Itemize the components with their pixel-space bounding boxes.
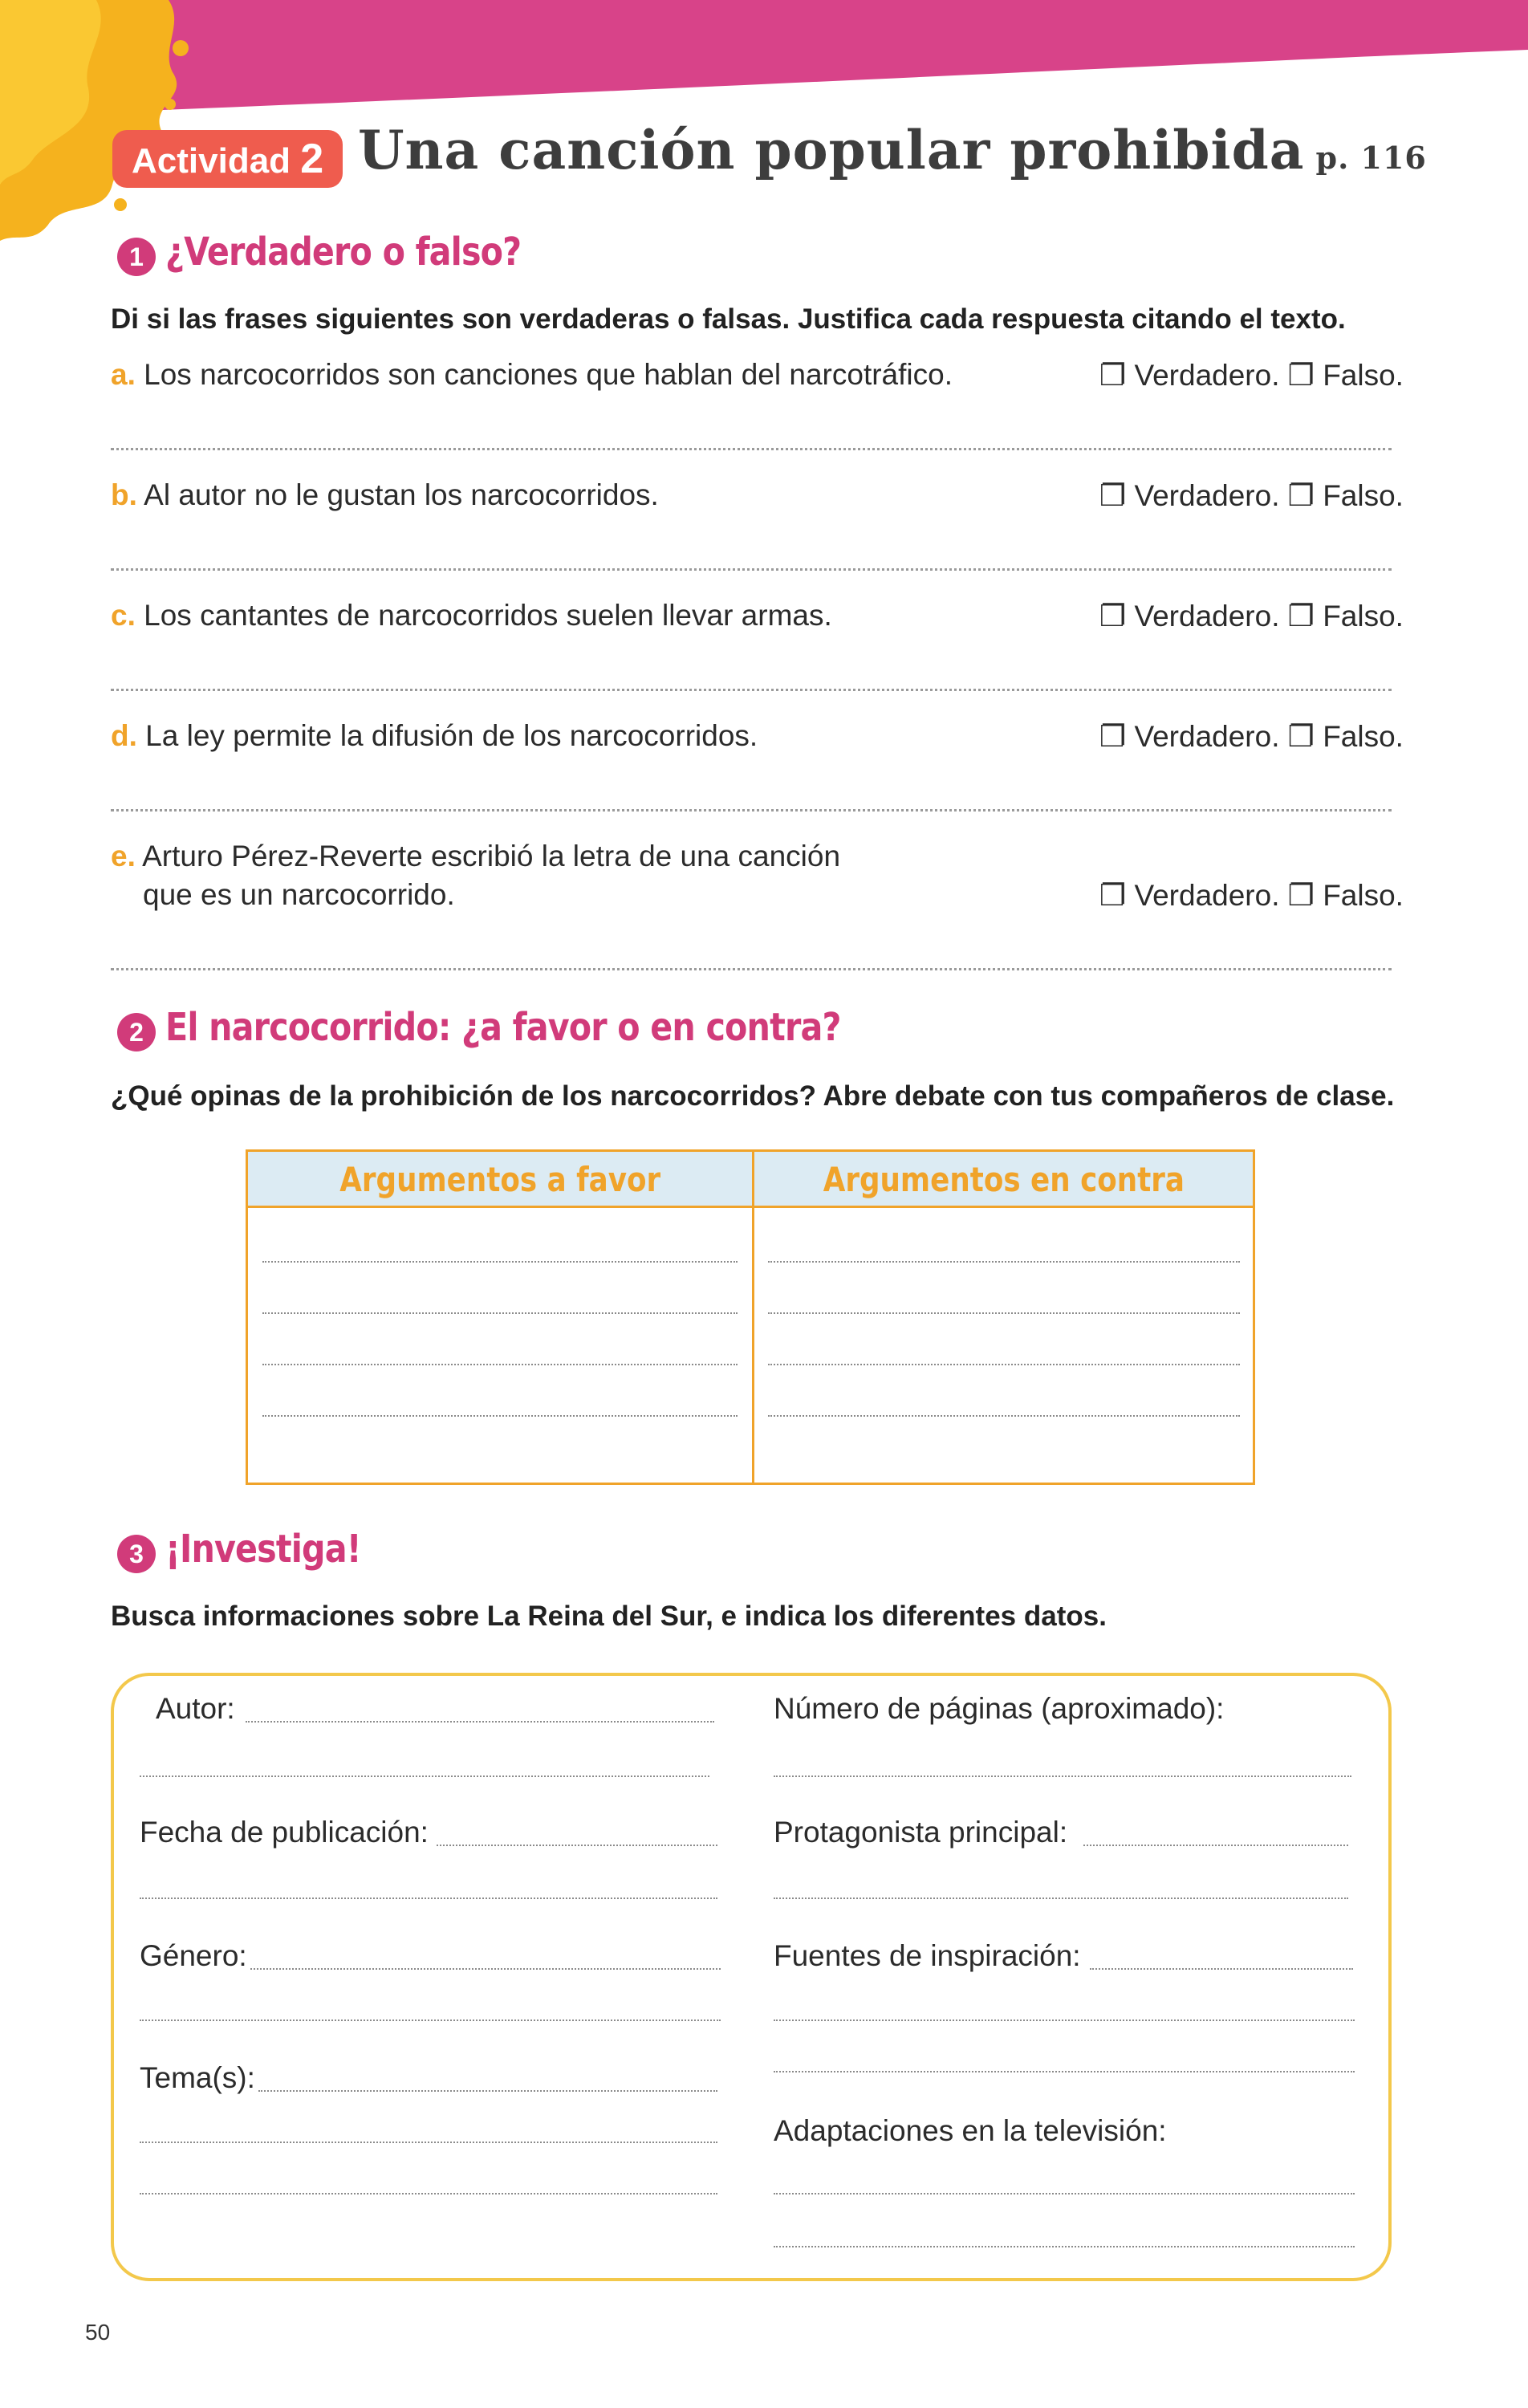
question-a [111, 358, 953, 392]
answer-line-b[interactable] [111, 568, 1392, 571]
page-number: 50 [85, 2320, 111, 2345]
true-false-options-e[interactable]: ❐ Verdadero. ❐ Falso. [1099, 879, 1404, 912]
column-header-contra: Argumentos en contra [754, 1152, 1253, 1208]
field-protagonista-line[interactable] [1083, 1845, 1348, 1846]
section-3-title: ¡Investiga! [165, 1527, 361, 1572]
favor-line[interactable] [262, 1312, 738, 1314]
true-false-options-c[interactable]: ❐ Verdadero. ❐ Falso. [1099, 600, 1404, 633]
favor-line[interactable] [262, 1415, 738, 1417]
question-b [111, 478, 659, 512]
column-header-favor: Argumentos a favor [248, 1152, 752, 1208]
field-genero-line-2[interactable] [140, 2020, 721, 2021]
page-reference: p. 116 [1315, 140, 1427, 176]
field-genero-label: Género: [140, 1939, 247, 1972]
field-protagonista-line-2[interactable] [774, 1898, 1348, 1899]
contra-line[interactable] [768, 1415, 1240, 1417]
question-text: Arturo Pérez-Reverte escribió la letra de una canción [142, 840, 841, 872]
field-fecha-label: Fecha de publicación: [140, 1816, 429, 1849]
question-letter: a. [111, 358, 136, 391]
answer-line-d[interactable] [111, 809, 1392, 811]
section-1-number: 1 [117, 238, 156, 276]
activity-badge-number: 2 [300, 136, 324, 182]
field-fecha-line[interactable] [437, 1845, 717, 1846]
field-protagonista-label: Protagonista principal: [774, 1816, 1068, 1849]
question-text: Los narcocorridos son canciones que hablan del narcotráfico. [144, 358, 953, 391]
section-3-instruction: Busca informaciones sobre La Reina del Sur, e indica los diferentes datos. [111, 1601, 1107, 1632]
answer-line-c[interactable] [111, 689, 1392, 691]
field-genero-line[interactable] [250, 1968, 721, 1970]
field-paginas-line[interactable] [774, 1775, 1351, 1777]
field-adaptaciones-label: Adaptaciones en la televisión: [774, 2114, 1167, 2147]
page-title-text: Una canción popular prohibida [358, 119, 1305, 181]
question-letter: b. [111, 478, 137, 511]
field-autor-line-2[interactable] [140, 1775, 709, 1777]
field-fuentes-label: Fuentes de inspiración: [774, 1939, 1081, 1972]
field-fuentes-line-3[interactable] [774, 2071, 1355, 2072]
question-c [111, 599, 832, 633]
header-band [0, 0, 1528, 120]
field-tema-line[interactable] [258, 2090, 717, 2092]
true-false-options-a[interactable]: ❐ Verdadero. ❐ Falso. [1099, 359, 1404, 392]
question-text: La ley permite la difusión de los narcocorridos. [145, 719, 758, 752]
contra-line[interactable] [768, 1261, 1240, 1263]
section-1-title: ¿Verdadero o falso? [165, 230, 522, 275]
section-2-number: 2 [117, 1013, 156, 1051]
question-letter: c. [111, 599, 136, 632]
field-paginas-label: Número de páginas (aproximado): [774, 1692, 1225, 1725]
book-info-box [111, 1673, 1392, 2281]
question-e-continued: que es un narcocorrido. [143, 878, 455, 911]
field-tema-line-3[interactable] [140, 2193, 717, 2194]
field-autor-line[interactable] [246, 1721, 714, 1723]
question-text: Al autor no le gustan los narcocorridos. [144, 478, 659, 511]
question-text: Los cantantes de narcocorridos suelen llevar armas. [144, 599, 832, 632]
field-adaptaciones-line[interactable] [774, 2193, 1355, 2194]
contra-line[interactable] [768, 1364, 1240, 1365]
question-d [111, 719, 758, 753]
answer-line-a[interactable] [111, 448, 1392, 450]
question-e [111, 840, 840, 873]
section-1-instruction: Di si las frases siguientes son verdaderas o falsas. Justifica cada respuesta citando el texto. [111, 303, 1346, 335]
field-fuentes-line-2[interactable] [774, 2020, 1355, 2021]
paint-splash-decoration [0, 0, 193, 257]
field-adaptaciones-line-2[interactable] [774, 2246, 1355, 2247]
activity-badge [112, 130, 343, 188]
true-false-options-d[interactable]: ❐ Verdadero. ❐ Falso. [1099, 720, 1404, 753]
favor-line[interactable] [262, 1364, 738, 1365]
column-divider [752, 1152, 754, 1483]
page-title [358, 119, 1427, 181]
contra-line[interactable] [768, 1312, 1240, 1314]
field-autor-label: Autor: [156, 1692, 235, 1725]
section-2-title: El narcocorrido: ¿a favor o en contra? [165, 1005, 841, 1050]
favor-line[interactable] [262, 1261, 738, 1263]
field-fecha-line-2[interactable] [140, 1898, 717, 1899]
field-fuentes-line[interactable] [1090, 1968, 1353, 1970]
section-3-number: 3 [117, 1535, 156, 1573]
field-tema-line-2[interactable] [140, 2142, 717, 2143]
field-tema-label: Tema(s): [140, 2061, 255, 2094]
question-letter: d. [111, 719, 137, 752]
answer-line-e[interactable] [111, 968, 1392, 970]
section-2-instruction: ¿Qué opinas de la prohibición de los narcocorridos? Abre debate con tus compañeros de clase. [111, 1080, 1395, 1112]
arguments-table [246, 1149, 1255, 1485]
question-letter: e. [111, 840, 136, 872]
true-false-options-b[interactable]: ❐ Verdadero. ❐ Falso. [1099, 479, 1404, 512]
activity-badge-label: Actividad [132, 141, 291, 181]
